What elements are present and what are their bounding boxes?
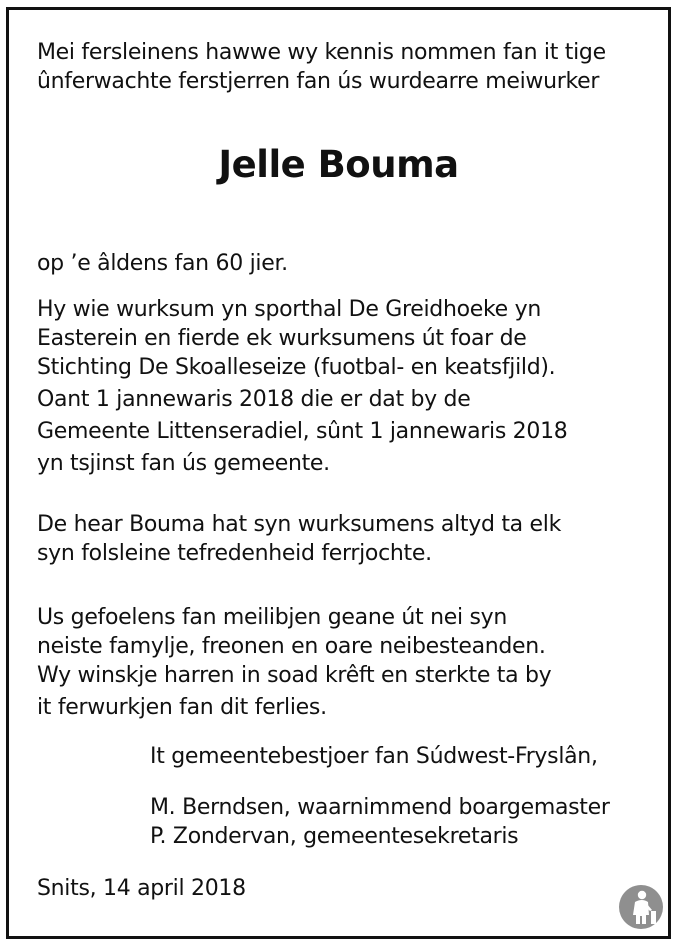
- intro-line-1: Mei fersleinens hawwe wy kennis nommen fan it tige: [37, 40, 606, 65]
- age-line: op ’e âldens fan 60 jier.: [37, 251, 288, 276]
- paragraph2-line-1: De hear Bouma hat syn wurksumens altyd ta elk: [37, 512, 562, 537]
- paragraph3-line-2: neiste famylje, freonen en oare neibesteanden.: [37, 634, 546, 659]
- mourning-figure-icon: [618, 884, 664, 930]
- signatory-organization: It gemeentebestjoer fan Súdwest-Fryslân,: [150, 744, 598, 769]
- signatory-2: P. Zondervan, gemeentesekretaris: [150, 824, 519, 849]
- paragraph2-line-2: syn folsleine tefredenheid ferrjochte.: [37, 541, 432, 566]
- paragraph1-line-4: Oant 1 jannewaris 2018 die er dat by de: [37, 387, 471, 412]
- paragraph1-line-3: Stichting De Skoalleseize (fuotbal- en keatsfjild).: [37, 355, 556, 380]
- paragraph1-line-1: Hy wie wurksum yn sporthal De Greidhoeke yn: [37, 297, 541, 322]
- paragraph3-line-3: Wy winskje harren in soad krêft en sterkte ta by: [37, 663, 552, 688]
- paragraph1-line-2: Easterein en fierde ek wurksumens út foar de: [37, 326, 527, 351]
- paragraph1-line-5: Gemeente Littenseradiel, sûnt 1 jannewaris 2018: [37, 419, 568, 444]
- deceased-name: Jelle Bouma: [218, 143, 459, 186]
- intro-line-2: ûnferwachte ferstjerren fan ús wurdearre meiwurker: [37, 69, 600, 94]
- place-date: Snits, 14 april 2018: [37, 876, 246, 901]
- paragraph3-line-4: it ferwurkjen fan dit ferlies.: [37, 695, 327, 720]
- paragraph3-line-1: Us gefoelens fan meilibjen geane út nei syn: [37, 605, 507, 630]
- signatory-1: M. Berndsen, waarnimmend boargemaster: [150, 795, 610, 820]
- paragraph1-line-6: yn tsjinst fan ús gemeente.: [37, 451, 330, 476]
